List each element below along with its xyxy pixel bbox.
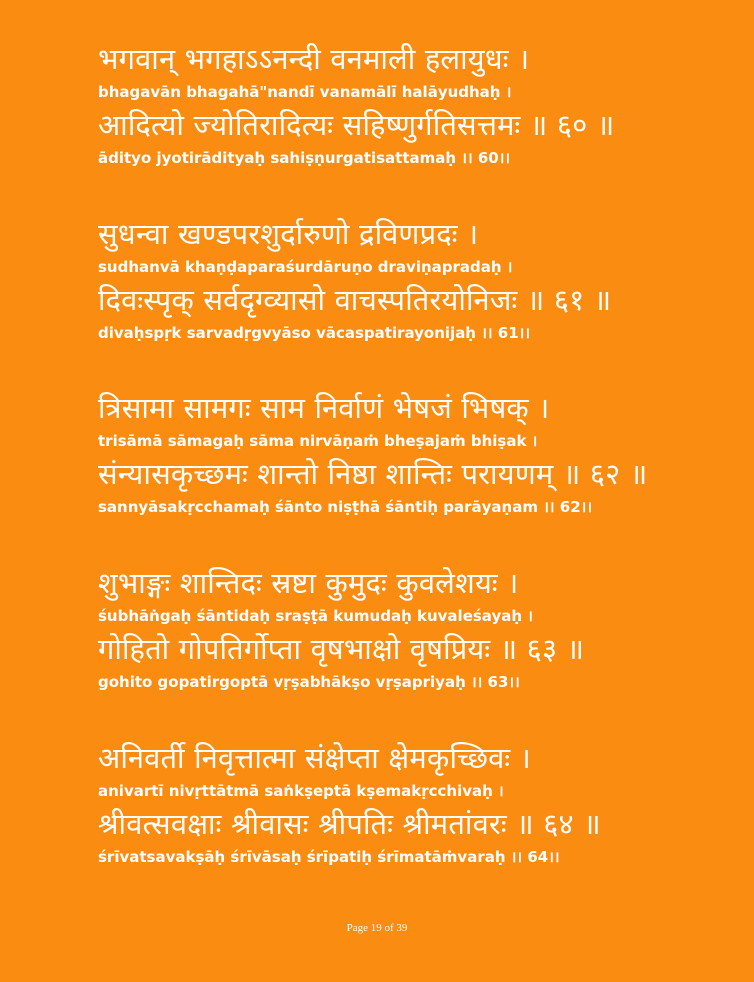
devanagari-line: गोहितो गोपतिर्गोप्ता वृषभाक्षो वृषप्रियः ॥ ६३ ॥ xyxy=(98,632,585,666)
verse-60 xyxy=(98,39,718,171)
devanagari-line: त्रिसामा सामगः साम निर्वाणं भेषजं भिषक् । xyxy=(98,391,550,425)
page-number: Page 19 of 39 xyxy=(346,922,408,934)
transliteration-line: bhagavān bhagahā"nandī vanamālī halāyudhaḥ । xyxy=(98,83,512,101)
verse-63 xyxy=(98,563,718,695)
devanagari-line: दिवःस्पृक् सर्वदृग्व्यासो वाचस्पतिरयोनिजः ॥ ६१ ॥ xyxy=(98,283,612,317)
transliteration-line: sudhanvā khaṇḍaparaśurdāruṇo draviṇapradaḥ । xyxy=(98,258,513,276)
verse-61 xyxy=(98,214,718,346)
devanagari-line: अनिवर्ती निवृत्तात्मा संक्षेप्ता क्षेमकृच्छिवः । xyxy=(98,741,531,775)
verse-62 xyxy=(98,388,718,520)
transliteration-line: divaḥspṛk sarvadṛgvyāso vācaspatirayonijaḥ ।। 61।। xyxy=(98,324,531,342)
devanagari-line: संन्यासकृच्छमः शान्तो निष्ठा शान्तिः परायणम् ॥ ६२ ॥ xyxy=(98,457,648,491)
verse-64 xyxy=(98,738,718,870)
transliteration-line: śubhāṅgaḥ śāntidaḥ sraṣṭā kumudaḥ kuvaleśayaḥ । xyxy=(98,607,533,625)
devanagari-line: सुधन्वा खण्डपरशुर्दारुणो द्रविणप्रदः । xyxy=(98,217,479,251)
devanagari-line: भगवान् भगहाऽऽनन्दी वनमाली हलायुधः । xyxy=(98,42,530,76)
transliteration-line: ādityo jyotirādityaḥ sahiṣṇurgatisattamaḥ ।। 60।। xyxy=(98,149,511,167)
transliteration-line: anivartī nivṛttātmā saṅkṣeptā kṣemakṛcchivaḥ । xyxy=(98,782,504,800)
transliteration-line: sannyāsakṛcchamaḥ śānto niṣṭhā śāntiḥ parāyaṇam ।। 62।। xyxy=(98,498,593,516)
devanagari-line: श्रीवत्सवक्षाः श्रीवासः श्रीपतिः श्रीमतांवरः ॥ ६४ ॥ xyxy=(98,807,601,841)
transliteration-line: gohito gopatirgoptā vṛṣabhākṣo vṛṣapriyaḥ ।। 63।। xyxy=(98,673,520,691)
devanagari-line: शुभाङ्गः शान्तिदः स्रष्टा कुमुदः कुवलेशयः । xyxy=(98,566,519,600)
devanagari-line: आदित्यो ज्योतिरादित्यः सहिष्णुर्गतिसत्तमः ॥ ६० ॥ xyxy=(98,108,615,142)
transliteration-line: trisāmā sāmagaḥ sāma nirvāṇaṁ bheṣajaṁ bhiṣak । xyxy=(98,432,538,450)
transliteration-line: śrīvatsavakṣāḥ śrīvāsaḥ śrīpatiḥ śrīmatāṁvaraḥ ।। 64।। xyxy=(98,848,560,866)
